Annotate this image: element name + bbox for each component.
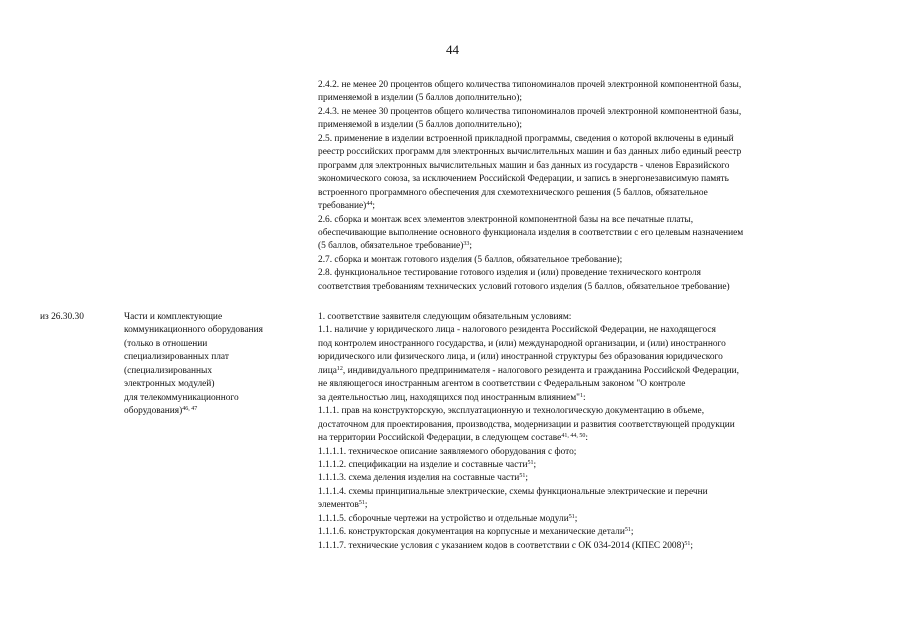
condition-line: 1.1.1.4. схемы принципиальные электрические, схемы функциональные электрические и перечни bbox=[318, 486, 708, 497]
name-line: коммуникационного оборудования bbox=[124, 325, 263, 336]
footnote-ref: 12 bbox=[336, 365, 343, 372]
row-product-name bbox=[124, 311, 289, 419]
condition-line: 1.1.1.3. схема деления изделия на составные части$^{51}$; bbox=[318, 473, 528, 484]
condition-line: требование)$^{44}$; bbox=[318, 201, 375, 212]
footnote-ref: 51 bbox=[568, 513, 575, 520]
condition-line: 2.8. функциональное тестирование готового изделия и (или) проведение технического контроля bbox=[318, 268, 701, 279]
footnote-ref: 33 bbox=[463, 241, 470, 248]
condition-line: реестр российских программ для электронных вычислительных машин и баз данных либо единый реестр bbox=[318, 147, 742, 158]
row-conditions bbox=[318, 311, 866, 553]
condition-line: 2.5. применение в изделии встроенной прикладной программы, сведения о которой включены в единый bbox=[318, 133, 734, 144]
condition-line: юридического или физического лица, и (или) иностранной структуры без образования юридического bbox=[318, 352, 723, 363]
name-line: для телекоммуникационного bbox=[124, 392, 239, 403]
condition-line: 1. соответствие заявителя следующим обязательным условиям: bbox=[318, 312, 572, 322]
footnote-ref: 51 bbox=[527, 459, 534, 466]
condition-line: 1.1.1.7. технические условия с указанием кодов в соответствии с ОК 034-2014 (КПЕС 2008)$^{51}$; bbox=[318, 540, 693, 551]
condition-line: применяемой в изделии (5 баллов дополнительно); bbox=[318, 120, 522, 131]
footnote-ref: 51 bbox=[684, 540, 691, 547]
continuation-conditions bbox=[318, 79, 863, 294]
condition-line: экономического союза, за исключением Российской Федерации, и запись в энергонезависимую память bbox=[318, 174, 729, 185]
condition-line: не являющегося иностранным агентом в соответствии с Федеральным законом "О контроле bbox=[318, 379, 686, 390]
condition-line: соответствия требованиям технических условий готового изделия (5 баллов, обязательное требование) bbox=[318, 281, 730, 292]
condition-line: применяемой в изделии (5 баллов дополнительно); bbox=[318, 93, 522, 104]
condition-line: 2.6. сборка и монтаж всех элементов электронной компонентной базы на все печатные платы, bbox=[318, 214, 694, 225]
condition-line: 1.1. наличие у юридического лица - налогового резидента Российской Федерации, не находящегося bbox=[318, 325, 716, 336]
condition-line: 1.1.1. прав на конструкторскую, эксплуатационную и технологическую документацию в объеме, bbox=[318, 406, 705, 417]
condition-line: 2.4.3. не менее 30 процентов общего количества типономиналов прочей электронной компонентной базы, bbox=[318, 106, 742, 117]
condition-line: лица$^{12}$, индивидуального предпринимателя - налогового резидента и гражданина Российской Федерации, bbox=[318, 365, 739, 376]
condition-line: 2.7. сборка и монтаж готового изделия (5 баллов, обязательное требование); bbox=[318, 254, 623, 265]
name-line: электронных модулей) bbox=[124, 379, 215, 390]
name-line: (только в отношении bbox=[124, 338, 208, 349]
footnote-ref: 41, 44, 50 bbox=[561, 433, 586, 440]
condition-line: 1.1.1.2. спецификации на изделие и составные части$^{51}$; bbox=[318, 459, 537, 470]
row-code: из 26.30.30 bbox=[40, 312, 84, 322]
condition-line: 2.4.2. не менее 20 процентов общего количества типономиналов прочей электронной компонентной базы, bbox=[318, 80, 742, 90]
condition-line: (5 баллов, обязательное требование)$^{33}$; bbox=[318, 241, 472, 252]
name-line: Части и комплектующие bbox=[124, 312, 223, 322]
condition-line: 1.1.1.1. техническое описание заявляемого оборудования с фото; bbox=[318, 446, 577, 457]
footnote-ref: 51 bbox=[519, 473, 526, 480]
condition-line: под контролем иностранного государства, и (или) международной организации, и (или) иностранного bbox=[318, 338, 726, 349]
condition-line: 1.1.1.5. сборочные чертежи на устройство и отдельные модули$^{51}$; bbox=[318, 513, 578, 524]
name-line: оборудования)$^{46, 47}$ bbox=[124, 406, 198, 417]
condition-line: программ для электронных вычислительных машин и баз данных из государств - членов Евразийского bbox=[318, 160, 730, 171]
footnote-ref: 51 bbox=[358, 500, 365, 507]
condition-line: достаточном для проектирования, производства, модернизации и развития соответствующей продукции bbox=[318, 419, 735, 430]
condition-line: 1.1.1.6. конструкторская документация на корпусные и механические детали$^{51}$; bbox=[318, 527, 634, 538]
condition-line: обеспечивающие выполнение основного функционала изделия в соответствии с его целевым назначением bbox=[318, 227, 744, 238]
footnote-ref: 51 bbox=[624, 527, 631, 534]
footnote-ref: 46, 47 bbox=[182, 406, 198, 413]
name-line: (специализированных bbox=[124, 365, 213, 376]
page-number: 44 bbox=[446, 42, 459, 57]
condition-line: за деятельностью лиц, находящихся под иностранным влиянием"$^1$: bbox=[318, 392, 586, 403]
name-line: специализированных плат bbox=[124, 352, 229, 363]
footnote-ref: 44 bbox=[366, 201, 373, 208]
footnote-ref: 1 bbox=[579, 392, 583, 399]
condition-line: на территории Российской Федерации, в следующем составе$^{41, 44, 50}$: bbox=[318, 433, 588, 444]
condition-line: встроенного программного обеспечения для схемотехнического решения (5 баллов, обязательное bbox=[318, 187, 708, 198]
condition-line: элементов$^{51}$; bbox=[318, 500, 368, 511]
